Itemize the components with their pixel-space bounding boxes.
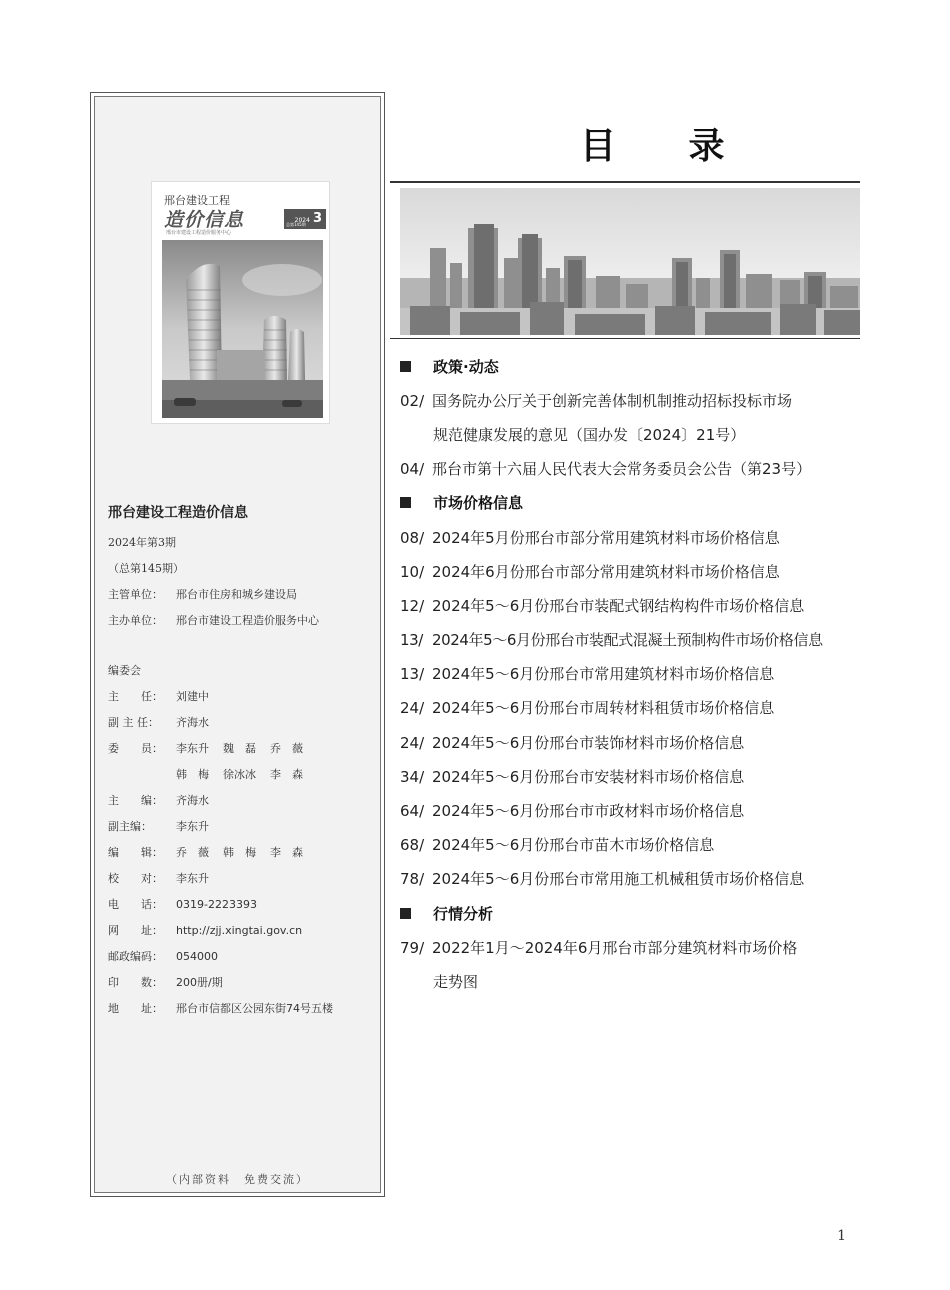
toc-entry[interactable] — [400, 561, 780, 582]
toc-page-number: 34/ — [400, 768, 425, 786]
toc-entry[interactable] — [400, 766, 744, 787]
member-name: 魏 磊 — [223, 742, 256, 755]
toc-page-number: 79/ — [400, 939, 425, 957]
toc-entry-title: 2024年5月份邢台市部分常用建筑材料市场价格信息 — [432, 529, 780, 547]
sponsor-label: 主办单位： — [108, 614, 163, 627]
section-policy-news — [400, 356, 499, 377]
cover-big-title: 造价信息 — [164, 209, 245, 231]
committee-label: 编委会 — [108, 664, 141, 677]
section-bullet-icon — [400, 497, 411, 508]
toc-entry-title: 2024年5～6月份邢台市装饰材料市场价格信息 — [432, 734, 745, 752]
supervisor-label: 主管单位： — [108, 588, 163, 601]
toc-entry-continuation[interactable]: 规范健康发展的意见（国办发〔2024〕21号） — [433, 426, 746, 444]
deputy-editor-value: 李东升 — [176, 820, 209, 833]
members-label: 委 员： — [108, 742, 163, 755]
magazine-title: 邢台建设工程造价信息 — [108, 505, 248, 521]
toc-page-number: 78/ — [400, 870, 425, 888]
cover-issue-number: 3 — [312, 211, 322, 226]
address-label: 地 址： — [108, 1002, 163, 1015]
chief-editor-row — [108, 792, 209, 808]
supervisor-row — [108, 586, 297, 602]
toc-page-number: 02/ — [400, 392, 425, 410]
toc-entry[interactable] — [400, 800, 744, 821]
cover-small-title: 邢台建设工程 — [164, 194, 230, 207]
toc-entry[interactable] — [400, 629, 823, 650]
print-run-value: 200册/期 — [176, 976, 223, 989]
print-run-label: 印 数： — [108, 976, 163, 989]
toc-entry-title: 2024年5～6月份邢台市常用建筑材料市场价格信息 — [432, 665, 775, 683]
chief-editor-value: 齐海水 — [176, 794, 209, 807]
proofreader-value: 李东升 — [176, 872, 209, 885]
phone-value: 0319-2223393 — [176, 898, 257, 911]
toc-entry[interactable] — [400, 834, 714, 855]
cover-thumbnail — [151, 181, 330, 424]
toc-page-number: 68/ — [400, 836, 425, 854]
editor-name: 李 森 — [270, 846, 303, 859]
toc-page-number: 64/ — [400, 802, 425, 820]
toc-entry-title: 2024年5～6月份邢台市安装材料市场价格信息 — [432, 768, 745, 786]
member-name: 李 森 — [270, 768, 303, 781]
banner-divider — [390, 338, 860, 339]
toc-page-number: 08/ — [400, 529, 425, 547]
toc-entry-title: 2024年5～6月份邢台市装配式钢结构构件市场价格信息 — [432, 597, 805, 615]
heading-divider — [390, 181, 860, 183]
website-label: 网 址： — [108, 924, 163, 937]
toc-entry-title: 2024年5～6月份邢台市市政材料市场价格信息 — [432, 802, 745, 820]
toc-page-number: 04/ — [400, 460, 425, 478]
deputy-editor-label: 副主编： — [108, 820, 152, 833]
toc-entry[interactable] — [400, 527, 780, 548]
postcode-label: 邮政编码： — [108, 950, 163, 963]
cover-issue-total: 总第145期 — [286, 222, 306, 227]
cover-issue-badge — [284, 209, 326, 229]
total-issue: （总第145期） — [108, 562, 184, 575]
toc-entry[interactable] — [400, 868, 804, 889]
section-title: 行情分析 — [433, 905, 494, 923]
editors-row — [108, 844, 317, 860]
print-run-row — [108, 974, 223, 990]
director-value: 刘建中 — [176, 690, 209, 703]
toc-entry[interactable] — [400, 937, 797, 958]
phone-label: 电 话： — [108, 898, 163, 911]
toc-entry[interactable] — [400, 732, 744, 753]
toc-page-number: 24/ — [400, 734, 425, 752]
deputy-director-label: 副 主 任： — [108, 716, 159, 729]
section-bullet-icon — [400, 361, 411, 372]
proofreader-row — [108, 870, 209, 886]
cover-building-photo — [162, 240, 323, 418]
website-row — [108, 922, 302, 938]
toc-entry-title: 国务院办公厅关于创新完善体制机制推动招标投标市场 — [432, 392, 793, 410]
cover-issue-year: 2024 — [294, 217, 310, 224]
toc-entry-title: 邢台市第十六届人民代表大会常务委员会公告（第23号） — [432, 460, 812, 478]
toc-page-number: 13/ — [400, 631, 423, 649]
proofreader-label: 校 对： — [108, 872, 163, 885]
director-label: 主 任： — [108, 690, 163, 703]
phone-row — [108, 896, 257, 912]
supervisor-value: 邢台市住房和城乡建设局 — [176, 588, 297, 601]
issue-number: 2024年第3期 — [108, 536, 176, 549]
chief-editor-label: 主 编： — [108, 794, 163, 807]
toc-entry-title: 2024年5～6月份邢台市装配式混凝土预制构件市场价格信息 — [432, 631, 823, 649]
toc-heading: 目 录 — [580, 125, 755, 167]
toc-entry[interactable] — [400, 595, 804, 616]
toc-page-number: 13/ — [400, 665, 425, 683]
toc-entry-title: 2024年6月份邢台市部分常用建筑材料市场价格信息 — [432, 563, 780, 581]
deputy-director-value: 齐海水 — [176, 716, 209, 729]
cover-subtitle: 邢台市建设工程造价服务中心 — [166, 230, 232, 236]
address-value: 邢台市信都区公园东街74号五楼 — [176, 1002, 333, 1015]
deputy-editor-row — [108, 818, 209, 834]
toc-entry[interactable] — [400, 390, 792, 411]
sponsor-value: 邢台市建设工程造价服务中心 — [176, 614, 319, 627]
section-title: 市场价格信息 — [433, 494, 524, 512]
editor-name: 韩 梅 — [223, 846, 256, 859]
toc-entry-title: 2022年1月～2024年6月邢台市部分建筑材料市场价格 — [432, 939, 798, 957]
editors-label: 编 辑： — [108, 846, 163, 859]
internal-use-note: （内部资料 免费交流） — [166, 1173, 309, 1186]
member-name: 徐冰冰 — [223, 768, 256, 781]
deputy-director-row — [108, 714, 209, 730]
toc-page-number: 12/ — [400, 597, 425, 615]
toc-page-number: 10/ — [400, 563, 425, 581]
toc-entry[interactable] — [400, 458, 811, 479]
city-skyline-banner — [400, 188, 860, 335]
page-number: 1 — [837, 1228, 846, 1244]
website-value[interactable]: http://zjj.xingtai.gov.cn — [176, 924, 303, 937]
members-row-2 — [176, 766, 317, 782]
editor-name: 乔 薇 — [176, 846, 209, 859]
masthead-panel-inner — [94, 96, 381, 1193]
masthead-panel — [90, 92, 385, 1197]
member-name: 韩 梅 — [176, 768, 209, 781]
address-row — [108, 1000, 333, 1016]
postcode-row — [108, 948, 218, 964]
member-name: 乔 薇 — [270, 742, 303, 755]
section-market-analysis — [400, 903, 493, 924]
toc-entry-title: 2024年5～6月份邢台市周转材料租赁市场价格信息 — [432, 699, 775, 717]
member-name: 李东升 — [176, 742, 209, 755]
sponsor-row — [108, 612, 319, 628]
toc-page-number: 24/ — [400, 699, 425, 717]
toc-entry-title: 2024年5～6月份邢台市常用施工机械租赁市场价格信息 — [432, 870, 805, 888]
members-row-1 — [108, 740, 317, 756]
postcode-value: 054000 — [176, 950, 218, 963]
director-row — [108, 688, 209, 704]
toc-entry-title: 2024年5～6月份邢台市苗木市场价格信息 — [432, 836, 715, 854]
section-market-prices — [400, 492, 523, 513]
toc-entry-continuation[interactable]: 走势图 — [433, 973, 479, 991]
section-bullet-icon — [400, 908, 411, 919]
toc-entry[interactable] — [400, 663, 774, 684]
section-title: 政策·动态 — [433, 358, 499, 376]
toc-entry[interactable] — [400, 697, 774, 718]
